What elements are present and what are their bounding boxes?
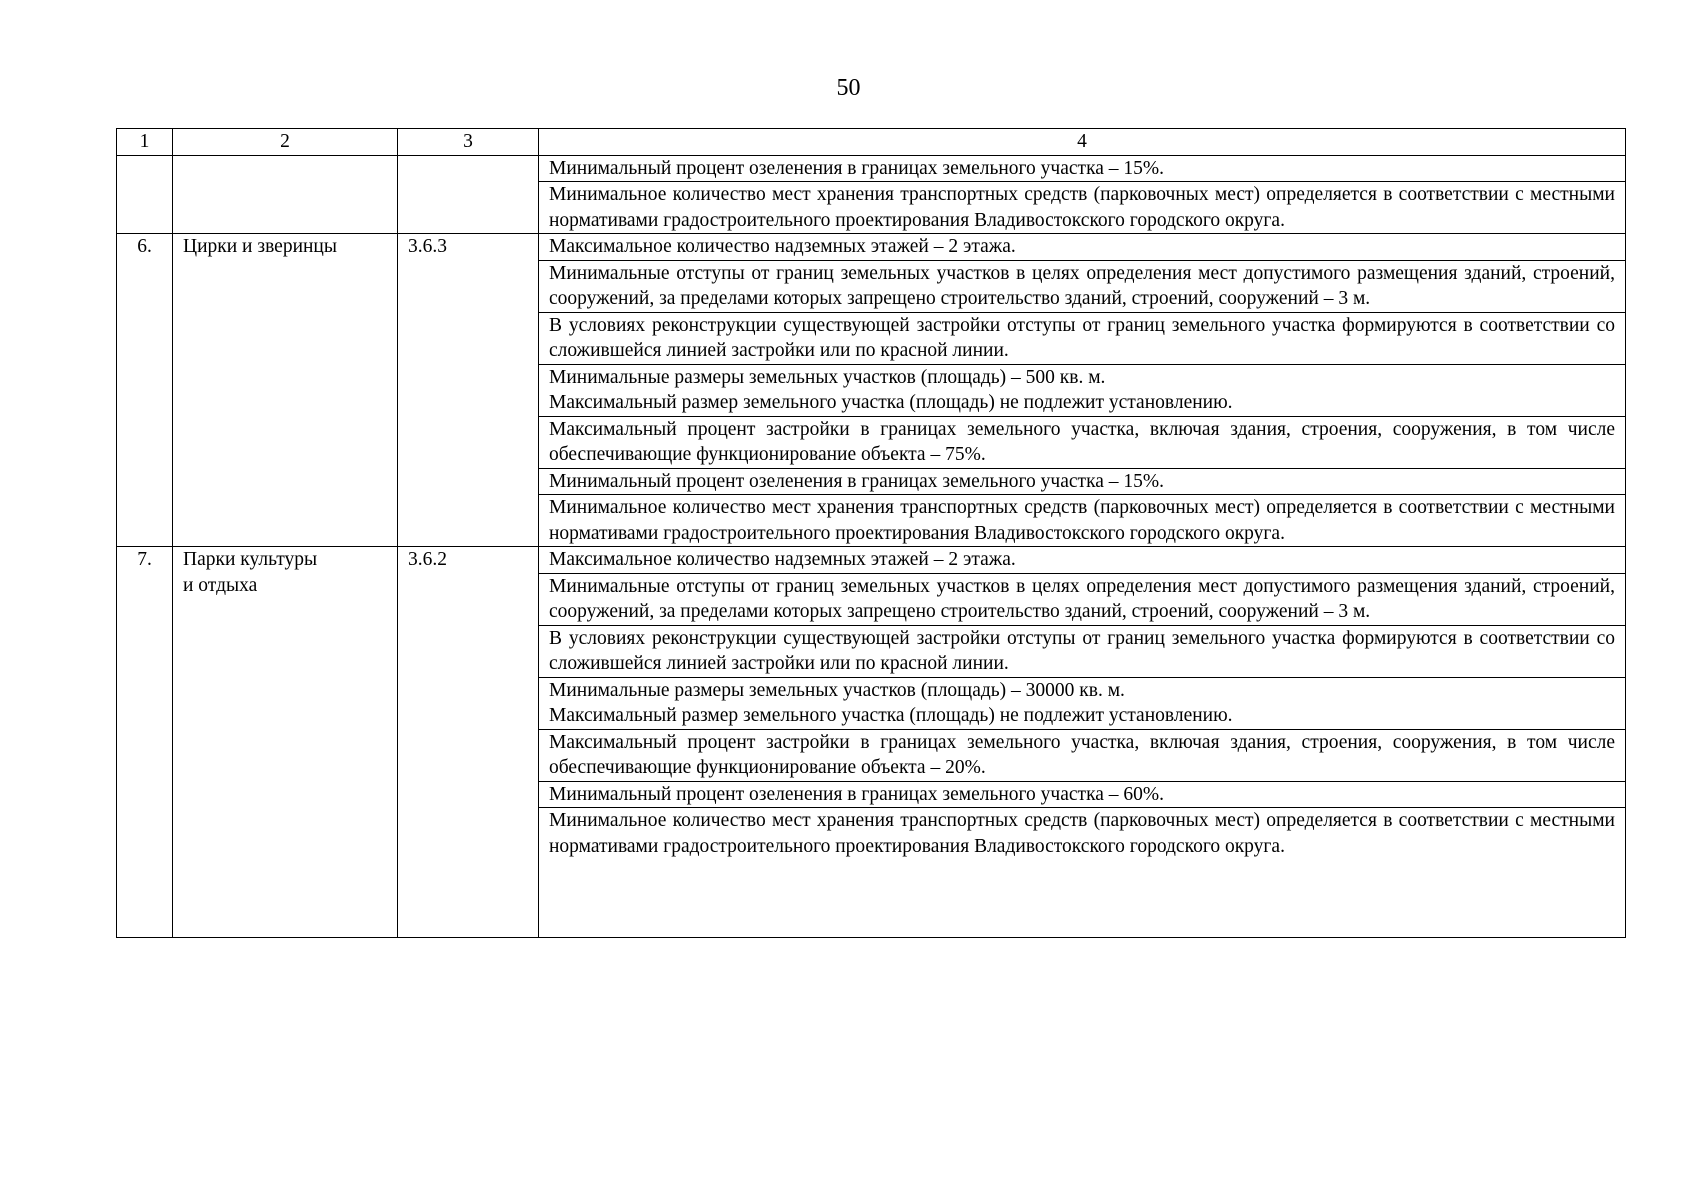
use-name-cell bbox=[173, 155, 398, 234]
empty-space bbox=[539, 859, 1626, 938]
requirement-cell: Минимальные размеры земельных участков (площадь) – 30000 кв. м. Максимальный размер земельного участка (площадь) не подлежит установлению. bbox=[539, 677, 1626, 729]
requirement-cell: Минимальный процент озеленения в границах земельного участка – 15%. bbox=[539, 468, 1626, 495]
header-col-3: 3 bbox=[398, 129, 539, 156]
use-name-cell: Парки культуры и отдыха bbox=[173, 547, 398, 938]
requirement-cell: Минимальные отступы от границ земельных участков в целях определения мест допустимого размещения зданий, строений, сооружений, за пределами которых запрещено строительство зданий, строений, сооружений – 3 м. bbox=[539, 260, 1626, 312]
page-number: 50 bbox=[836, 75, 861, 101]
use-name-cell: Цирки и зверинцы bbox=[173, 234, 398, 547]
requirement-cell: В условиях реконструкции существующей застройки отступы от границ земельного участка формируются в соответствии со сложившейся линией застройки или по красной линии. bbox=[539, 312, 1626, 364]
header-col-1: 1 bbox=[117, 129, 173, 156]
requirement-cell: Минимальное количество мест хранения транспортных средств (парковочных мест) определяется в соответствии с местными нормативами градостроительного проектирования Владивостокского городского округа. bbox=[539, 182, 1626, 234]
row-number-cell: 6. bbox=[117, 234, 173, 547]
row-number-cell bbox=[117, 155, 173, 234]
use-code-cell bbox=[398, 155, 539, 234]
requirement-cell: Максимальный процент застройки в границах земельного участка, включая здания, строения, сооружения, в том числе обеспечивающие функционирование объекта – 75%. bbox=[539, 416, 1626, 468]
requirement-cell: Максимальное количество надземных этажей – 2 этажа. bbox=[539, 234, 1626, 261]
requirement-cell: Минимальное количество мест хранения транспортных средств (парковочных мест) определяется в соответствии с местными нормативами градостроительного проектирования Владивостокского городского округа. bbox=[539, 495, 1626, 547]
requirement-cell: В условиях реконструкции существующей застройки отступы от границ земельного участка формируются в соответствии со сложившейся линией застройки или по красной линии. bbox=[539, 625, 1626, 677]
row-number-cell: 7. bbox=[117, 547, 173, 938]
table-row bbox=[117, 547, 1626, 574]
regulations-table bbox=[116, 128, 1626, 938]
table-row bbox=[117, 155, 1626, 182]
header-row bbox=[117, 129, 1626, 156]
requirement-cell: Минимальный процент озеленения в границах земельного участка – 15%. bbox=[539, 155, 1626, 182]
header-col-4: 4 bbox=[539, 129, 1626, 156]
use-code-cell: 3.6.3 bbox=[398, 234, 539, 547]
requirement-cell: Максимальное количество надземных этажей – 2 этажа. bbox=[539, 547, 1626, 574]
requirement-cell: Минимальные отступы от границ земельных участков в целях определения мест допустимого размещения зданий, строений, сооружений, за пределами которых запрещено строительство зданий, строений, сооружений – 3 м. bbox=[539, 573, 1626, 625]
requirement-cell: Максимальный процент застройки в границах земельного участка, включая здания, строения, сооружения, в том числе обеспечивающие функционирование объекта – 20%. bbox=[539, 729, 1626, 781]
requirement-cell: Минимальный процент озеленения в границах земельного участка – 60%. bbox=[539, 781, 1626, 808]
requirement-cell: Минимальное количество мест хранения транспортных средств (парковочных мест) определяется в соответствии с местными нормативами градостроительного проектирования Владивостокского городского округа. bbox=[539, 808, 1626, 860]
use-code-cell: 3.6.2 bbox=[398, 547, 539, 938]
table-row bbox=[117, 234, 1626, 261]
requirement-cell: Минимальные размеры земельных участков (площадь) – 500 кв. м. Максимальный размер земельного участка (площадь) не подлежит установлению. bbox=[539, 364, 1626, 416]
header-col-2: 2 bbox=[173, 129, 398, 156]
